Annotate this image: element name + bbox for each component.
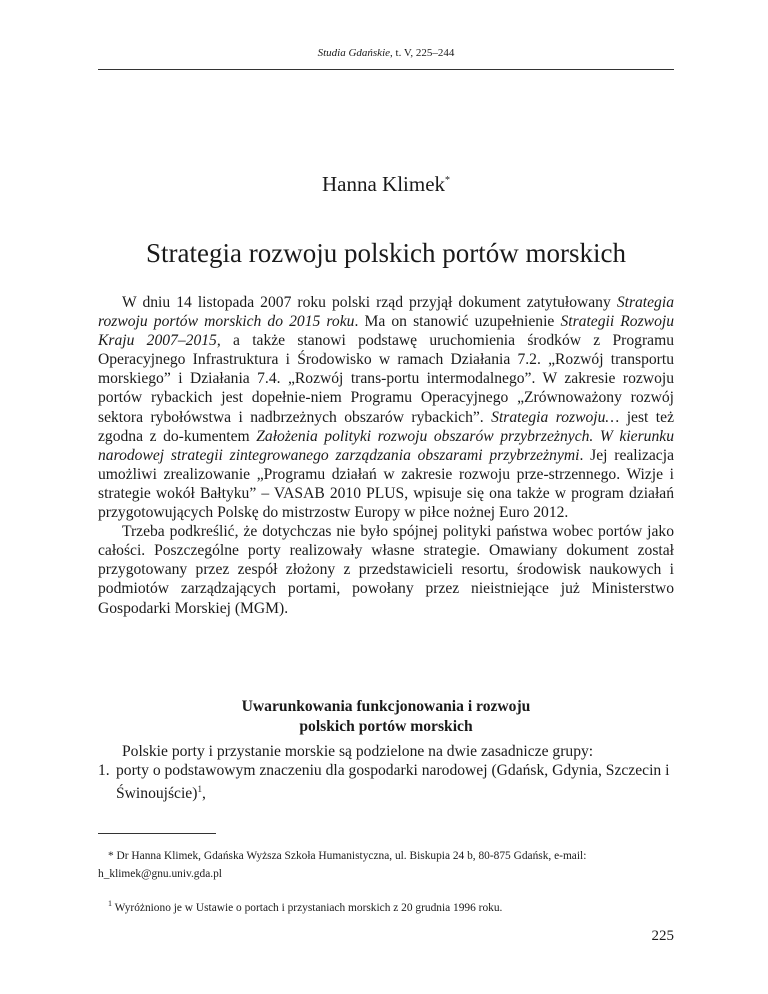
footnote-1-text: Wyróżniono je w Ustawie o portach i przystaniach morskich z 20 grudnia 1996 roku.: [112, 901, 503, 914]
text-run: W dniu 14 listopada 2007 roku polski rząd przyjął dokument zatytułowany: [122, 294, 617, 311]
section-heading-line-2: polskich portów morskich: [299, 718, 473, 735]
author-name: Hanna Klimek: [321, 172, 446, 196]
list-text-end: ,: [201, 785, 206, 803]
text-run: , a także stanowi podstawę uruchomienia środków z Programu Operacyjnego Infrastruktura i Środowisko w ramach Działania 7.2. „Rozwój transportu morskiego” i Działania 7.4. „Rozwój trans-portu intermodalnego”. W zakresie rozwoju portów rybackich jest dopełnie-niem Programu Operacyjnego „Zrównoważony rozwój sektora rybołówstwa i nadbrzeżnych obszarów rybackich”.: [98, 332, 675, 426]
journal-page: [98, 0, 674, 994]
italic-run: Strategia rozwoju…: [491, 408, 620, 426]
author-footnote-mark: *: [445, 175, 451, 186]
author-line: [98, 172, 674, 197]
footnote-1: [98, 895, 674, 917]
footnote-ref-1: 1: [197, 784, 202, 795]
footnote-author: * Dr Hanna Klimek, Gdańska Wyższa Szkoła Humanistyczna, ul. Biskupia 24 b, 80-875 Gdańsk, e-mail: h_klimek@gnu.univ.gda.pl: [98, 850, 587, 880]
footnote-rule: [98, 833, 216, 834]
footnotes: [98, 848, 674, 917]
article-title: Strategia rozwoju polskich portów morskich: [146, 238, 626, 268]
footnote-1-mark: 1: [108, 899, 112, 908]
running-head: [98, 47, 674, 59]
list-text: [116, 761, 674, 803]
article-body: [98, 293, 674, 618]
section-heading: [98, 697, 674, 737]
section-body: [98, 742, 674, 803]
list-text-run: porty o podstawowym znaczeniu dla gospodarki narodowej (Gdańsk, Gdynia, Szczecin i Świnoujście): [116, 762, 670, 803]
journal-details: , t. V, 225–244: [390, 47, 455, 59]
section-heading-line-1: Uwarunkowania funkcjonowania i rozwoju: [241, 698, 531, 715]
paragraph-1: [98, 293, 674, 522]
journal-name: Studia Gdańskie: [317, 47, 391, 59]
text-run: jest też zgodna z do-kumentem: [98, 408, 674, 445]
text-run: . Jej realizacja umożliwi zrealizowanie „Programu działań w zakresie rozwoju prze-strzennego. Wizje i strategie wokół Bałtyku” – VASAB 2010 PLUS, wpisuje się ona także w program działań przygotowujących Polskę do mistrzostw Europy w piłce nożnej Euro 2012.: [98, 446, 674, 522]
paragraph-3: Polskie porty i przystanie morskie są podzielone na dwie zasadnicze grupy:: [122, 743, 594, 760]
page-number: 225: [651, 928, 674, 944]
text-run: . Ma on stanowić uzupełnienie: [354, 313, 561, 331]
list-item: [98, 761, 674, 803]
italic-run: Założenia polityki rozwoju obszarów przybrzeżnych. W kierunku narodowej strategii zintegrowanego zarządzania obszarami przybrzeżnymi: [98, 427, 674, 464]
header-rule: [98, 69, 674, 70]
list-number: 1.: [98, 762, 110, 780]
italic-run: Strategii Rozwoju Kraju 2007–2015: [98, 313, 675, 350]
italic-run: Strategia rozwoju portów morskich do 2015 roku: [98, 294, 674, 331]
paragraph-2: Trzeba podkreślić, że dotychczas nie było spójnej polityki państwa wobec portów jako całości. Poszczególne porty realizowały własne strategie. Omawiany dokument został przygotowany przez zespół złożony z przedstawicieli resortu, środowisk naukowych i podmiotów zarządzających portami, powołany przez nieistniejące już Ministerstwo Gospodarki Morskiej (MGM).: [98, 523, 674, 617]
